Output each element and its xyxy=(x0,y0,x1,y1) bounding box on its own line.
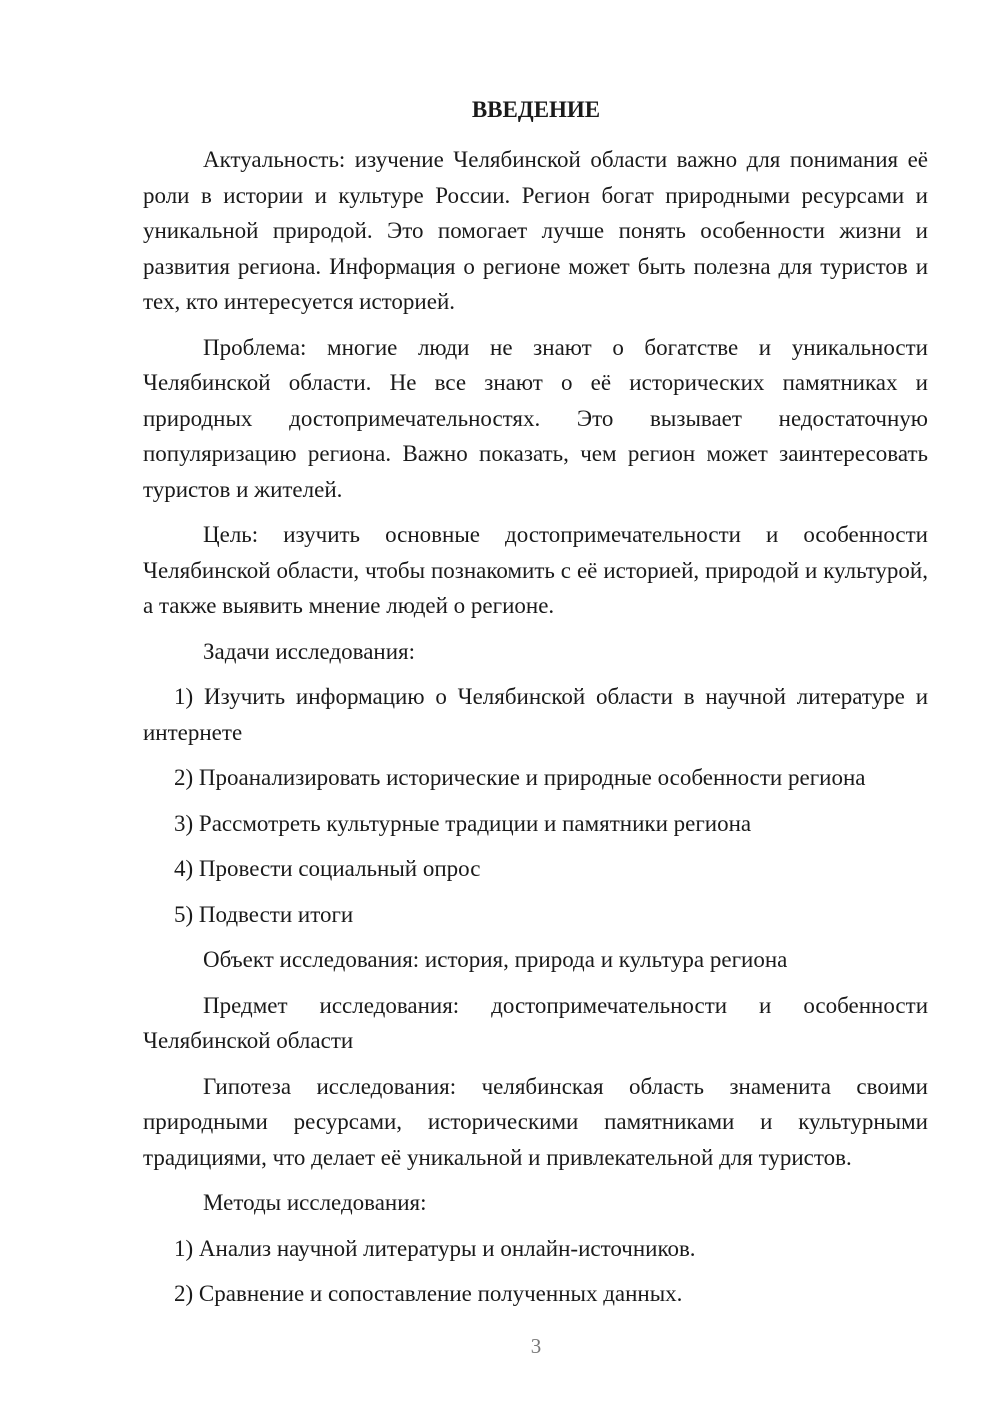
method-item-2: 2) Сравнение и сопоставление полученных данных. xyxy=(174,1281,683,1306)
paragraph-subject: Предмет исследования: достопримечательности и особенности Челябинской области xyxy=(143,992,928,1053)
paragraph-hypothesis: Гипотеза исследования: челябинская область знаменита своими природными ресурсами, историческими памятниками и культурными традициями, что делает её уникальной и привлекательной для туристов. xyxy=(143,1073,928,1170)
method-item-1: 1) Анализ научной литературы и онлайн-источников. xyxy=(174,1235,696,1261)
paragraph-relevance: Актуальность: изучение Челябинской области важно для понимания её роли в истории и культуре России. Регион богат природными ресурсами и уникальной природой. Это помогает лучше понять особенности жизни и развития региона. Информация о регионе может быть полезна для туристов и тех, кто интересуется историей. xyxy=(143,147,928,314)
page-title: ВВЕДЕНИЕ xyxy=(471,97,601,122)
page-number: 3 xyxy=(530,1334,542,1358)
tasks-heading: Задачи исследования: xyxy=(203,638,416,664)
paragraph-object: Объект исследования: история, природа и культура региона xyxy=(203,947,788,972)
document-body xyxy=(143,142,928,1322)
task-item-5: 5) Подвести итоги xyxy=(174,901,354,927)
methods-heading: Методы исследования: xyxy=(203,1190,427,1215)
paragraph-problem: Проблема: многие люди не знают о богатстве и уникальности Челябинской области. Не все знают о её исторических памятниках и природных достопримечательностях. Это вызывает недостаточную популяризацию региона. Важно показать, чем регион может заинтересовать туристов и жителей. xyxy=(143,334,928,502)
task-item-1: 1) Изучить информацию о Челябинской области в научной литературе и интернете xyxy=(143,684,928,745)
task-item-4: 4) Провести социальный опрос xyxy=(174,856,481,881)
task-item-3: 3) Рассмотреть культурные традиции и памятники региона xyxy=(174,810,752,836)
paragraph-goal: Цель: изучить основные достопримечательности и особенности Челябинской области, чтобы познакомить с её историей, природой и культурой, а также выявить мнение людей о регионе. xyxy=(143,522,928,618)
task-item-2: 2) Проанализировать исторические и природные особенности региона xyxy=(174,765,866,790)
